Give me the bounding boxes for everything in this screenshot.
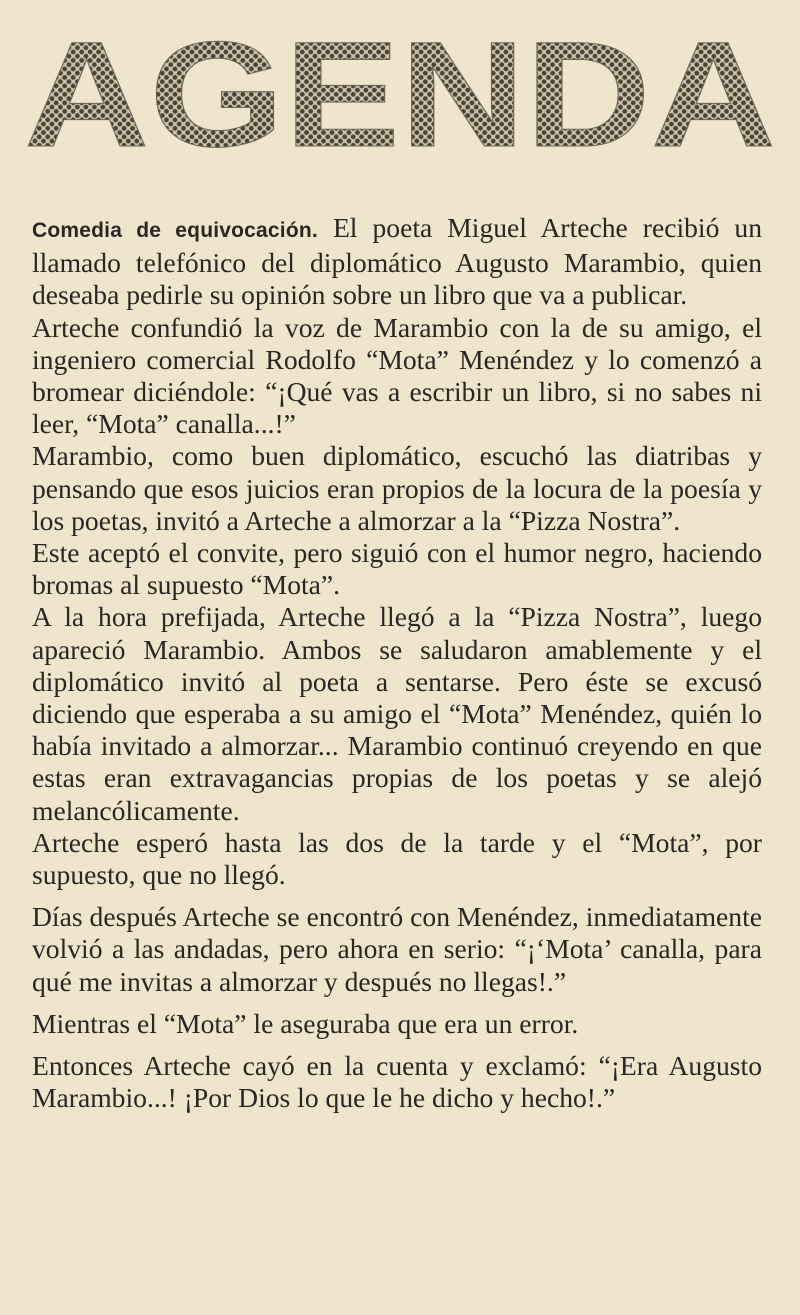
paragraph-text: El poeta Miguel Arteche recibió un llamado telefónico del diplomático Augusto Marambio, quien deseaba pedirle su opinión sobre un libro que va a publicar. — [32, 212, 763, 311]
article-paragraph-7: Días después Arteche se encontró con Menéndez, inmediatamente volvió a las andadas, pero ahora en serio: “¡‘Mota’ canalla, para qué me invitas a almorzar y después no llegas!.” — [32, 901, 762, 997]
article-paragraph-4: Este aceptó el convite, pero siguió con el humor negro, haciendo bromas al supuesto “Mota”. — [32, 537, 762, 601]
masthead-graphic — [18, 18, 782, 168]
article-paragraph-9: Entonces Arteche cayó en la cuenta y exclamó: “¡Era Augusto Marambio...! ¡Por Dios lo que le he dicho y hecho!.” — [32, 1050, 762, 1114]
masthead-title: AGENDA — [24, 18, 776, 168]
article-paragraph-6: Arteche esperó hasta las dos de la tarde y el “Mota”, por supuesto, que no llegó. — [32, 826, 762, 891]
article-paragraph-5: A la hora prefijada, Arteche llegó a la “Pizza Nostra”, luego apareció Marambio. Ambos se saludaron amablemente y el diplomático invitó al poeta a sentarse. Pero éste se excusó diciendo que esperaba a su amigo el “Mota” Menéndez, quién lo había invitado a almorzar... Marambio continuó creyendo en que estas eran extravagancias propias de los poetas y se alejó melancólicamente. — [32, 601, 762, 826]
article-body — [32, 212, 762, 1114]
lead-heading: Comedia de equivocación. — [32, 219, 318, 242]
article-paragraph-3: Marambio, como buen diplomático, escuchó las diatribas y pensando que esos juicios eran propios de la locura de la poesía y los poetas, invitó a Arteche a almorzar a la “Pizza Nostra”. — [32, 440, 762, 536]
article-paragraph-2: Arteche confundió la voz de Marambio con la de su amigo, el ingeniero comercial Rodolfo “Mota” Menéndez y lo comenzó a bromear diciéndole: “¡Qué vas a escribir un libro, si no sabes ni leer, “Mota” canalla...!” — [32, 311, 762, 440]
masthead — [18, 18, 782, 168]
article-paragraph-1 — [32, 212, 762, 312]
article-paragraph-8: Mientras el “Mota” le aseguraba que era un error. — [32, 1007, 579, 1039]
